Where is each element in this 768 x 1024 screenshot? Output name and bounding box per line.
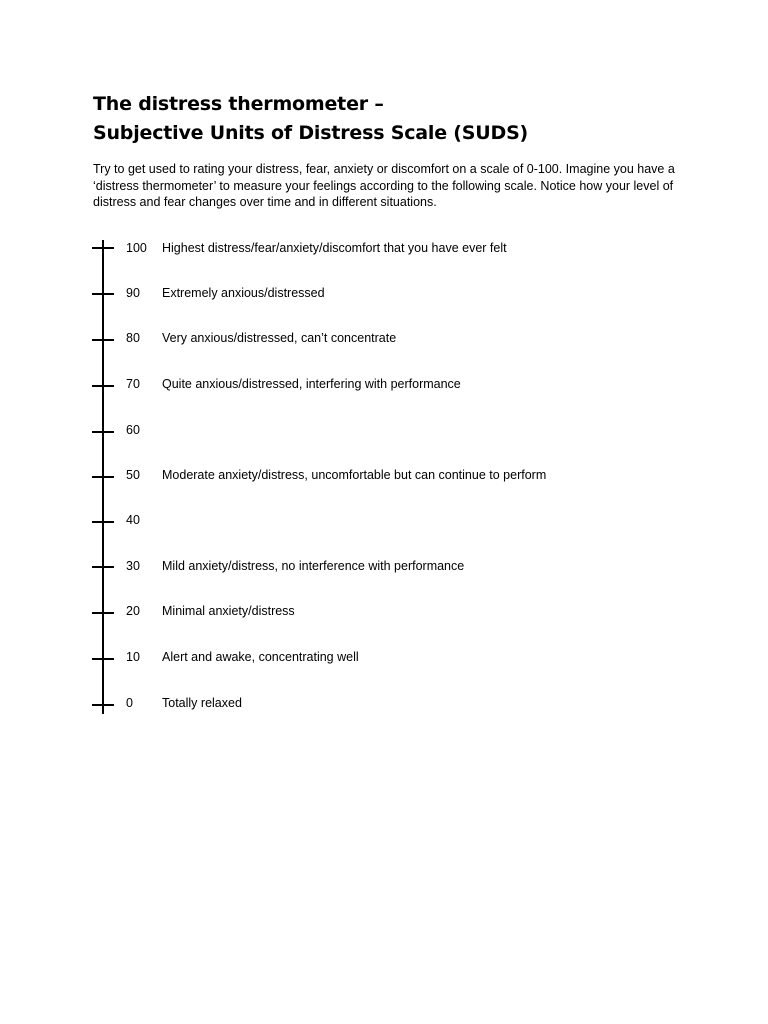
scale-tick-100 [92,247,114,249]
scale-tick-60 [92,431,114,433]
scale-description-80: Very anxious/distressed, can’t concentrate [162,331,397,345]
scale-tick-30 [92,566,114,568]
scale-value-10: 10 [126,650,140,664]
scale-description-100: Highest distress/fear/anxiety/discomfort that you have ever felt [162,241,507,255]
scale-tick-0 [92,704,114,706]
scale-tick-80 [92,339,114,341]
scale-value-60: 60 [126,423,140,437]
scale-description-90: Extremely anxious/distressed [162,286,325,300]
scale-tick-20 [92,612,114,614]
intro-paragraph: Try to get used to rating your distress, fear, anxiety or discomfort on a scale of 0-100. Imagine you have a ‘distress thermometer’ to measure your feelings according to the following scale. Notice how your level of distress and fear changes over time and in different situations. [93,162,675,209]
scale-value-90: 90 [126,286,140,300]
scale-description-50: Moderate anxiety/distress, uncomfortable but can continue to perform [162,468,547,482]
scale-value-80: 80 [126,331,140,345]
scale-value-40: 40 [126,513,140,527]
scale-description-30: Mild anxiety/distress, no interference with performance [162,559,465,573]
scale-tick-50 [92,476,114,478]
scale-tick-10 [92,658,114,660]
scale-value-20: 20 [126,604,140,618]
scale-description-10: Alert and awake, concentrating well [162,650,359,664]
scale-description-70: Quite anxious/distressed, interfering with performance [162,377,461,391]
scale-value-30: 30 [126,559,140,573]
scale-tick-90 [92,293,114,295]
scale-tick-70 [92,385,114,387]
title-line-1: The distress thermometer – [93,93,384,115]
scale-value-50: 50 [126,468,140,482]
scale-value-0: 0 [126,696,133,710]
scale-description-0: Totally relaxed [162,696,242,710]
scale-value-100: 100 [126,241,147,255]
scale-tick-40 [92,521,114,523]
scale-value-70: 70 [126,377,140,391]
title-line-2: Subjective Units of Distress Scale (SUDS) [93,122,529,144]
scale-description-20: Minimal anxiety/distress [162,604,295,618]
